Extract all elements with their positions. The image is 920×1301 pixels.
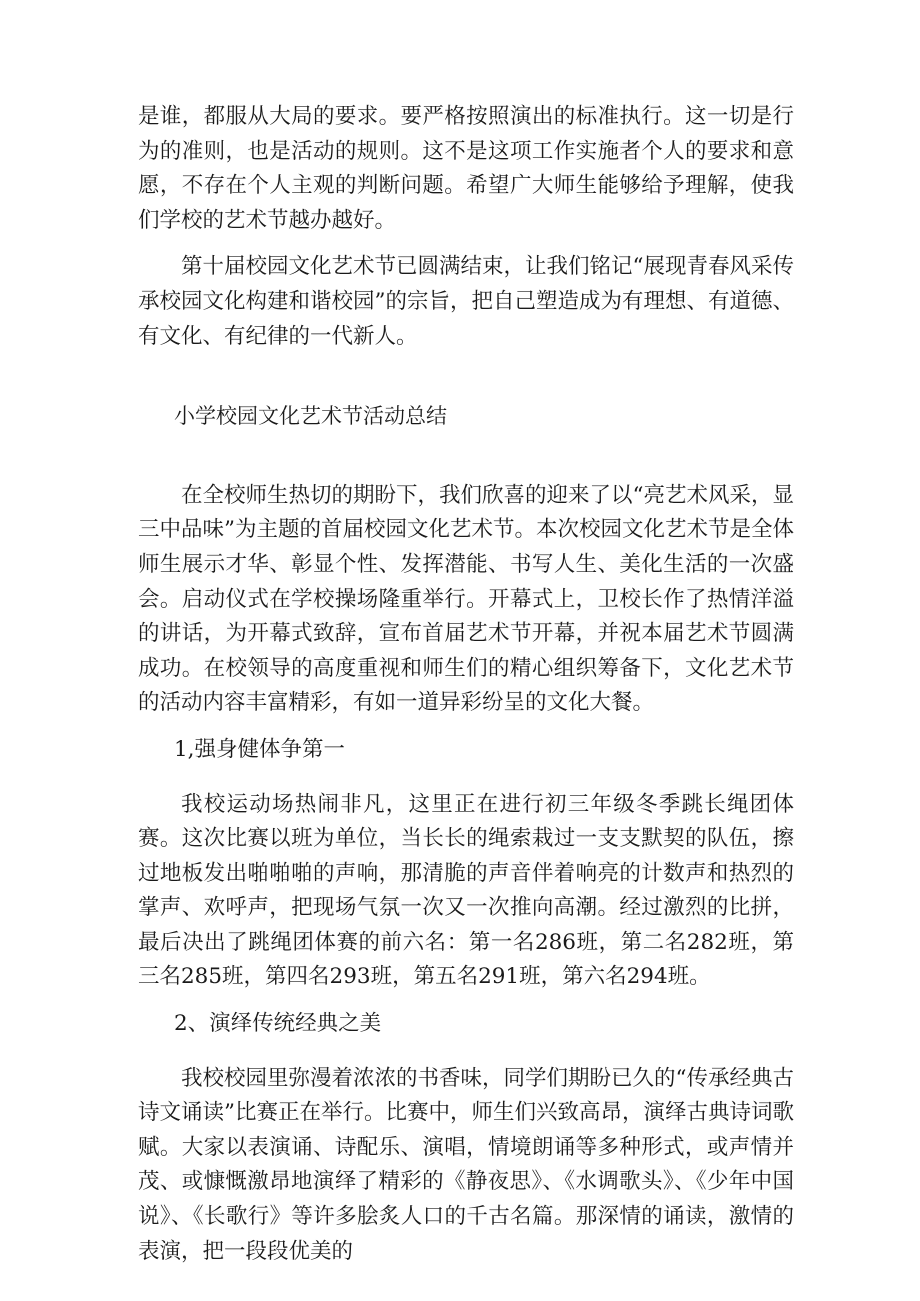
document-page <box>138 100 794 1269</box>
paragraph-intro: 在全校师生热切的期盼下，我们欣喜的迎来了以“亮艺术风采，显三中品味”为主题的首届校园文化艺术节。本次校园文化艺术节是全体师生展示才华、彰显个性、发挥潜能、书写人生、美化生活的一次盛会。启动仪式在学校操场隆重举行。开幕式上，卫校长作了热情洋溢的讲话，为开幕式致辞，宣布首届艺术节开幕，并祝本届艺术节圆满成功。在校领导的高度重视和师生们的精心组织筹备下，文化艺术节的活动内容丰富精彩，有如一道异彩纷呈的文化大餐。 <box>138 482 794 716</box>
paragraph-classics: 我校校园里弥漫着浓浓的书香味，同学们期盼已久的“传承经典古诗文诵读”比赛正在举行。比赛中，师生们兴致高昂，演绎古典诗词歌赋。大家以表演诵、诗配乐、演唱，情境朗诵等多种形式，或声情并茂、或慷慨激昂地演绎了精彩的《静夜思》、《水调歌头》、《少年中国说》、《长歌行》等许多脍炙人口的千古名篇。那深情的诵读，激情的表演，把一段段优美的 <box>138 1065 794 1264</box>
paragraph-continued: 是谁，都服从大局的要求。要严格按照演出的标准执行。这一切是行为的准则，也是活动的规则。这不是这项工作实施者个人的要求和意愿，不存在个人主观的判断问题。希望广大师生能够给予理解，使我们学校的艺术节越办越好。 <box>138 104 794 233</box>
paragraph-conclusion: 第十届校园文化艺术节已圆满结束，让我们铭记“展现青春风采传承校园文化构建和谐校园”的宗旨，把自己塑造成为有理想、有道德、有文化、有纪律的一代新人。 <box>138 254 794 349</box>
subheading-classics: 2、演绎传统经典之美 <box>174 1011 382 1037</box>
subheading-sports: 1,强身健体争第一 <box>174 736 346 762</box>
section-title: 小学校园文化艺术节活动总结 <box>174 404 447 429</box>
paragraph-sports: 我校运动场热闹非凡，这里正在进行初三年级冬季跳长绳团体赛。这次比赛以班为单位，当长长的绳索栽过一支支默契的队伍，擦过地板发出啪啪啪的声响，那清脆的声音伴着响亮的计数声和热烈的掌声、欢呼声，把现场气氛一次又一次推向高潮。经过激烈的比拼，最后决出了跳绳团体赛的前六名：第一名286班，第二名282班，第三名285班，第四名293班，第五名291班，第六名294班。 <box>138 791 794 990</box>
